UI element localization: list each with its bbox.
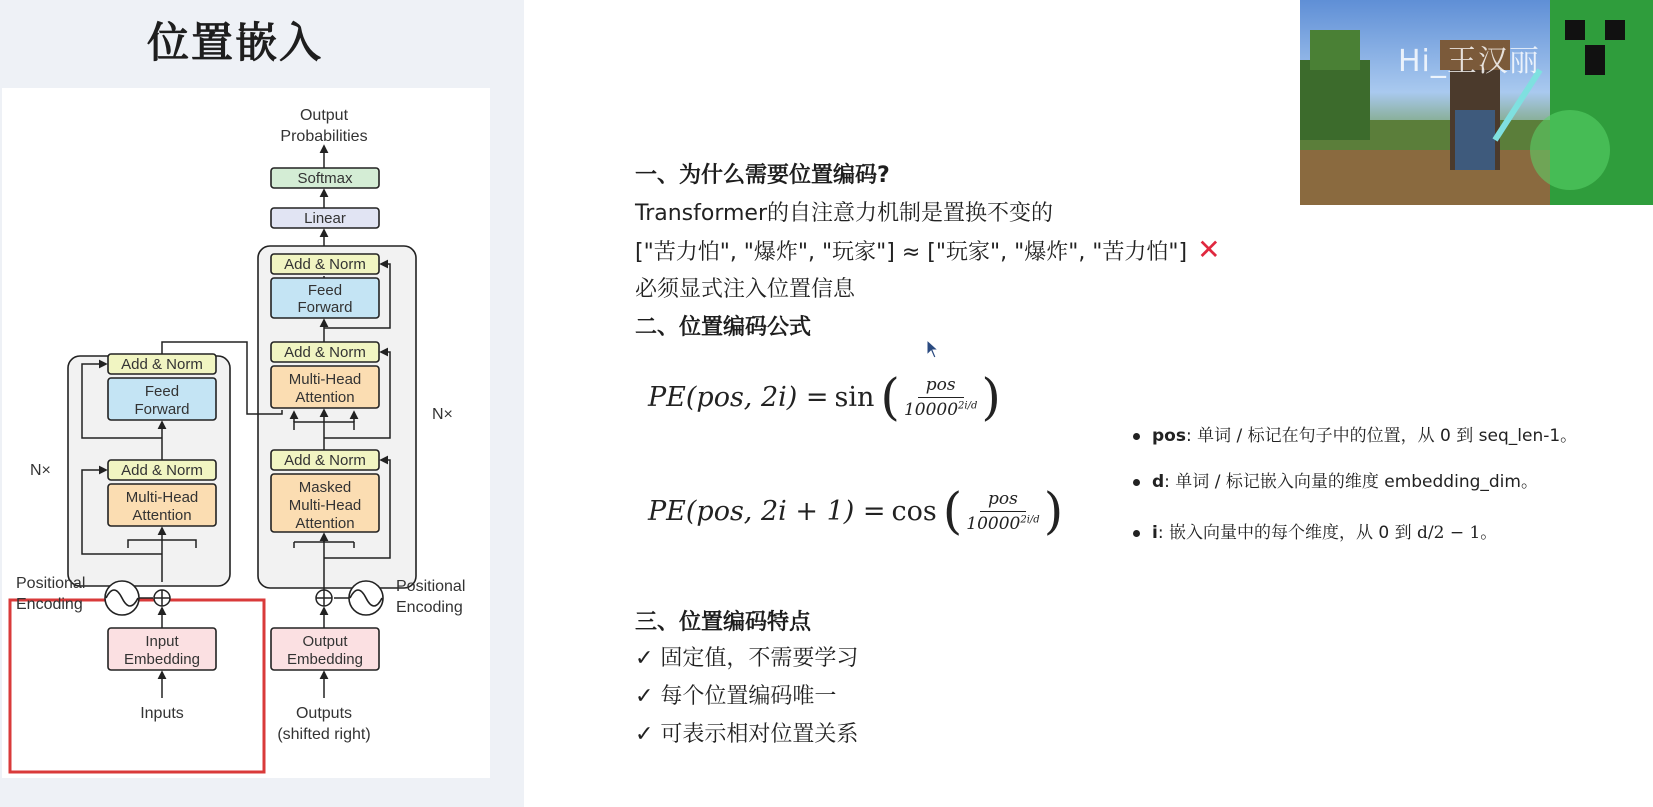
svg-text:Encoding: Encoding bbox=[16, 596, 83, 613]
outputs-label: Outputs bbox=[295, 705, 353, 722]
decoder-nx: N× bbox=[432, 406, 453, 423]
svg-text:Attention: Attention bbox=[132, 507, 192, 524]
svg-text:(shifted right): (shifted right) bbox=[277, 726, 371, 743]
panel-title: 位置嵌入 bbox=[146, 18, 323, 67]
section1-line1: Transformer的自注意力机制是置换不变的 bbox=[635, 201, 1054, 226]
positional-encoding-highlight bbox=[10, 600, 264, 772]
svg-text:Add & Norm: Add & Norm bbox=[121, 462, 203, 479]
feature-item-1: ✓ 固定值，不需要学习 bbox=[635, 646, 859, 671]
game-thumbnail-image bbox=[1300, 0, 1653, 205]
feature-item-3: ✓ 可表示相对位置关系 bbox=[635, 722, 859, 747]
svg-text:Positional: Positional bbox=[396, 578, 466, 595]
svg-text:Encoding: Encoding bbox=[396, 599, 463, 616]
mouse-cursor-icon bbox=[926, 339, 940, 359]
svg-text:Attention: Attention bbox=[295, 389, 355, 406]
svg-text:Feed: Feed bbox=[144, 383, 180, 400]
svg-text:Output: Output bbox=[302, 633, 348, 650]
svg-text:Embedding: Embedding bbox=[287, 651, 363, 668]
svg-text:Forward: Forward bbox=[297, 299, 353, 316]
transformer-diagram bbox=[2, 88, 490, 778]
svg-text:Add & Norm: Add & Norm bbox=[284, 452, 366, 469]
svg-text:Add & Norm: Add & Norm bbox=[284, 256, 366, 273]
formula-sin: PE(pos, 2i) = sin ( $\frac{\text{pos}}{10000^{2i/d}}$ ) bbox=[648, 368, 1001, 426]
section3-heading: 三、位置编码特点 bbox=[635, 610, 812, 635]
bullet-d: d: 单词 / 标记嵌入向量的维度 embedding_dim。 bbox=[1133, 467, 1538, 492]
svg-text:Embedding: Embedding bbox=[124, 651, 200, 668]
section1-line2-row bbox=[635, 233, 1221, 266]
svg-text:Feed: Feed bbox=[307, 282, 343, 299]
encoder-nx: N× bbox=[30, 462, 51, 479]
watermark: Hi_王汉丽 bbox=[1398, 44, 1540, 79]
svg-text:Output bbox=[300, 107, 349, 124]
svg-text:Probabilities bbox=[280, 128, 367, 145]
svg-text:Multi-Head: Multi-Head bbox=[288, 497, 362, 514]
left-panel bbox=[0, 0, 524, 807]
svg-text:Masked: Masked bbox=[298, 479, 352, 496]
svg-text:Attention: Attention bbox=[295, 515, 355, 532]
svg-text:Positional: Positional bbox=[16, 575, 86, 592]
linear-label: Linear bbox=[304, 210, 346, 227]
formula-cos: PE(pos, 2i + 1) = cos ( $\frac{\text{pos}}{10000^{2i/d}}$ ) bbox=[648, 482, 1064, 540]
svg-text:Forward: Forward bbox=[134, 401, 190, 418]
svg-text:Add & Norm: Add & Norm bbox=[284, 344, 366, 361]
bullet-i: i: 嵌入向量中的每个维度，从 0 到 d/2 − 1。 bbox=[1133, 518, 1497, 543]
section2-heading: 二、位置编码公式 bbox=[635, 315, 812, 340]
svg-text:Add & Norm: Add & Norm bbox=[121, 356, 203, 373]
section1-line3: 必须显式注入位置信息 bbox=[635, 277, 856, 302]
output-prob-label-2: Probabilities bbox=[280, 128, 368, 145]
svg-text:Input: Input bbox=[145, 633, 179, 650]
section1-heading: 一、为什么需要位置编码? bbox=[635, 163, 890, 188]
feature-item-2: ✓ 每个位置编码唯一 bbox=[635, 684, 837, 709]
softmax-label: Softmax bbox=[297, 170, 353, 187]
inputs-label: Inputs bbox=[140, 705, 184, 722]
output-prob-label-1: Output bbox=[299, 107, 349, 124]
cross-icon: ✕ bbox=[1197, 233, 1221, 266]
svg-text:Multi-Head: Multi-Head bbox=[125, 489, 199, 506]
svg-text:Multi-Head: Multi-Head bbox=[288, 371, 362, 388]
bullet-pos: pos: 单词 / 标记在句子中的位置，从 0 到 seq_len-1。 bbox=[1133, 421, 1577, 446]
section1-line2: ["苦力怕", "爆炸", "玩家"] ≈ ["玩家", "爆炸", "苦力怕"] bbox=[635, 240, 1188, 265]
